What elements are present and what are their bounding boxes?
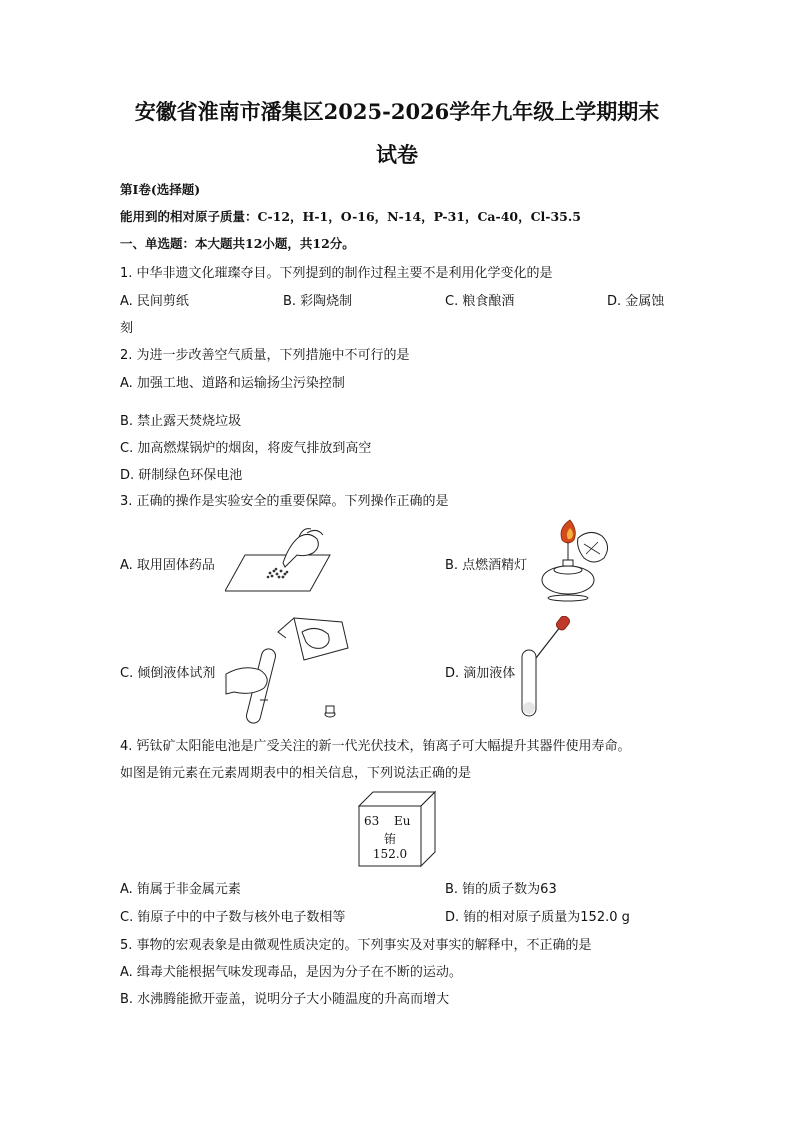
q3-option-b: B. 点燃酒精灯 bbox=[445, 558, 528, 573]
dropper-illustration bbox=[518, 616, 574, 720]
element-atomic-number: 63 bbox=[364, 814, 380, 828]
element-mass: 152.0 bbox=[372, 847, 408, 861]
q2-option-a: A. 加强工地、道路和运输扬尘污染控制 bbox=[120, 376, 345, 391]
q3-option-d: D. 滴加液体 bbox=[445, 666, 516, 681]
q3-option-a: A. 取用固体药品 bbox=[120, 558, 215, 573]
q1-option-d: D. 金属蚀 bbox=[607, 294, 665, 309]
q5-option-a: A. 缉毒犬能根据气味发现毒品，是因为分子在不断的运动。 bbox=[120, 965, 462, 980]
q2-option-d: D. 研制绿色环保电池 bbox=[120, 468, 243, 483]
q5-option-b: B. 水沸腾能掀开壶盖，说明分子大小随温度的升高而增大 bbox=[120, 992, 450, 1007]
q2-stem: 2. 为进一步改善空气质量，下列措施中不可行的是 bbox=[120, 348, 410, 363]
europium-element-card bbox=[355, 788, 437, 868]
q3-stem: 3. 正确的操作是实验安全的重要保障。下列操作正确的是 bbox=[120, 494, 449, 509]
q1-stem: 1. 中华非遗文化璀璨夺目。下列提到的制作过程主要不是利用化学变化的是 bbox=[120, 266, 553, 281]
alcohol-lamp-illustration bbox=[528, 514, 614, 604]
section-heading: 一、单选题：本大题共12小题，共12分。 bbox=[120, 236, 355, 251]
q3-option-c: C. 倾倒液体试剂 bbox=[120, 666, 216, 681]
q4-stem-line1: 4. 钙钛矿太阳能电池是广受关注的新一代光伏技术，铕离子可大幅提升其器件使用寿命。 bbox=[120, 739, 631, 754]
element-symbol: Eu bbox=[394, 814, 411, 828]
q4-option-c: C. 铕原子中的中子数与核外电子数相等 bbox=[120, 910, 346, 925]
q4-option-b: B. 铕的质子数为63 bbox=[445, 882, 557, 897]
q1-option-c: C. 粮食酿酒 bbox=[445, 294, 515, 309]
element-name: 铕 bbox=[383, 832, 396, 846]
q1-option-b: B. 彩陶烧制 bbox=[283, 294, 353, 309]
q4-option-d: D. 铕的相对原子质量为152.0 g bbox=[445, 910, 630, 925]
q1-option-d-wrap: 刻 bbox=[120, 321, 134, 336]
solid-reagent-illustration bbox=[225, 525, 335, 595]
q4-option-a: A. 铕属于非金属元素 bbox=[120, 882, 241, 897]
exam-title-line2: 试卷 bbox=[376, 142, 418, 167]
q5-stem: 5. 事物的宏观表象是由微观性质决定的。下列事实及对事实的解释中，不正确的是 bbox=[120, 938, 592, 953]
q2-option-c: C. 加高燃煤锅炉的烟囱，将废气排放到高空 bbox=[120, 441, 372, 456]
exam-title-line1: 安徽省淮南市潘集区2025-2026学年九年级上学期期末 bbox=[134, 99, 660, 124]
pour-liquid-illustration bbox=[224, 608, 354, 726]
q4-stem-line2: 如图是铕元素在元素周期表中的相关信息，下列说法正确的是 bbox=[120, 766, 472, 781]
atomic-masses-note: 能用到的相对原子质量：C-12，H-1，O-16，N-14，P-31，Ca-40，Cl-35.5 bbox=[120, 209, 581, 224]
volume-label: 第I卷(选择题) bbox=[120, 182, 201, 197]
q2-option-b: B. 禁止露天焚烧垃圾 bbox=[120, 414, 242, 429]
q1-option-a: A. 民间剪纸 bbox=[120, 294, 189, 309]
